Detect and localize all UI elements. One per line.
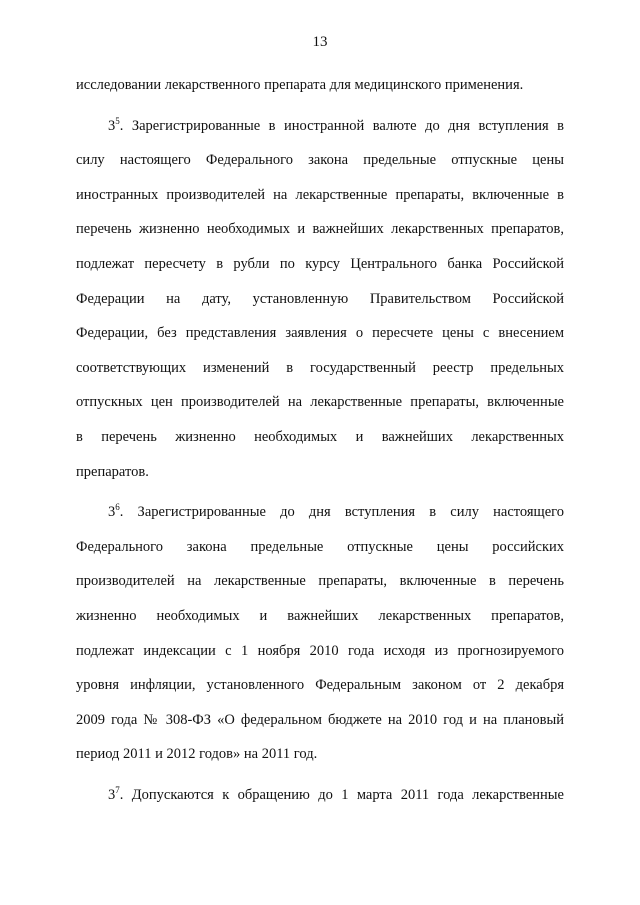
clause-superscript: 7: [115, 784, 120, 795]
paragraph: [76, 68, 564, 103]
text-line: [76, 634, 564, 669]
text-line: [76, 282, 564, 317]
text-line: [76, 247, 564, 282]
paragraph: [76, 778, 564, 813]
line-text: Федерации на дату, установленную Правительством Российской: [76, 290, 564, 307]
line-text: производителей на лекарственные препараты, включенные в перечень: [76, 573, 564, 590]
line-text: препаратов.: [76, 463, 149, 480]
text-line: [76, 599, 564, 634]
text-line: [76, 778, 564, 813]
text-line: [76, 212, 564, 247]
text-line: [76, 351, 564, 386]
text-line: [76, 455, 564, 490]
line-text: исследовании лекарственного препарата для медицинского применения.: [76, 77, 524, 93]
text-line: [76, 385, 564, 420]
text-line: [76, 143, 564, 178]
line-text: силу настоящего Федерального закона предельные отпускные цены: [76, 152, 564, 169]
text-line: [76, 495, 564, 530]
text-line: [76, 737, 564, 772]
line-text: отпускных цен производителей на лекарственные препараты, включенные: [76, 394, 564, 411]
line-text: . Зарегистрированные в иностранной валюте до дня вступления в: [119, 117, 564, 134]
clause-number: 3: [108, 504, 116, 521]
line-text: Федерации, без представления заявления о пересчете цены с внесением: [76, 325, 564, 342]
clause-number: 3: [108, 786, 116, 803]
line-text: перечень жизненно необходимых и важнейших лекарственных препаратов,: [76, 221, 564, 238]
clause-number: 3: [108, 117, 116, 134]
clause-superscript: 6: [115, 502, 120, 513]
text-line: [76, 68, 564, 103]
text-line: [76, 564, 564, 599]
line-text: . Зарегистрированные до дня вступления в силу настоящего: [119, 504, 564, 521]
line-text: подлежат пересчету в рубли по курсу Центрального банка Российской: [76, 255, 564, 272]
text-line: [76, 109, 564, 144]
line-text: соответствующих изменений в государственный реестр предельных: [76, 359, 564, 376]
paragraph: [76, 109, 564, 490]
line-text: уровня инфляции, установленного Федеральным законом от 2 декабря: [76, 677, 564, 694]
line-text: жизненно необходимых и важнейших лекарственных препаратов,: [76, 607, 564, 624]
document-body: [76, 68, 564, 812]
line-text: иностранных производителей на лекарственные препараты, включенные в: [76, 186, 564, 203]
line-text: . Допускаются к обращению до 1 марта 2011 года лекарственные: [119, 786, 564, 803]
paragraph: [76, 495, 564, 772]
page-number: 13: [312, 34, 328, 50]
text-line: [76, 530, 564, 565]
line-text: 2009 года № 308-ФЗ «О федеральном бюджете на 2010 год и на плановый: [76, 711, 564, 728]
text-line: [76, 668, 564, 703]
line-text: в перечень жизненно необходимых и важнейших лекарственных: [76, 428, 564, 445]
text-line: [76, 703, 564, 738]
clause-superscript: 5: [115, 115, 120, 126]
text-line: [76, 420, 564, 455]
text-line: [76, 316, 564, 351]
line-text: период 2011 и 2012 годов» на 2011 год.: [76, 746, 318, 763]
line-text: подлежат индексации с 1 ноября 2010 года исходя из прогнозируемого: [76, 642, 564, 659]
text-line: [76, 178, 564, 213]
line-text: Федерального закона предельные отпускные цены российских: [76, 538, 564, 555]
